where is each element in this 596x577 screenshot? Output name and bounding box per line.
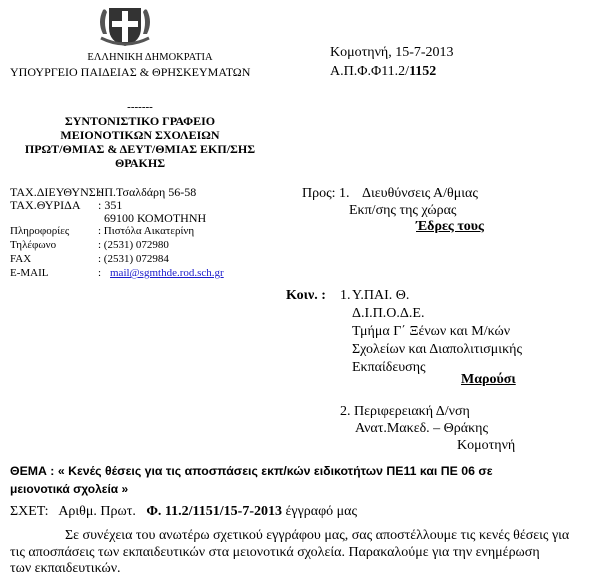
subject-line-1: ΘΕΜΑ : « Κενές θέσεις για τις αποσπάσεις εκπ/κών ειδικοτήτων ΠΕ11 και ΠΕ 06 σε: [10, 464, 493, 478]
protocol-id: 1152: [409, 64, 437, 79]
contact-email-label: E-MAIL: [10, 267, 49, 279]
cc1-line-6: Μαρούσι: [461, 372, 516, 387]
greek-coat-of-arms-icon: [95, 4, 155, 48]
contact-pobox-value: : 351: [98, 198, 123, 212]
cc1-number: 1.: [340, 288, 351, 303]
contact-fax-label: FAX: [10, 253, 32, 265]
reference-suffix: έγγραφό μας: [285, 504, 358, 519]
place-date: Κομοτηνή, 15-7-2013: [330, 45, 454, 60]
body-line-2: τις αποσπάσεις των εκπαιδευτικών στα μειονοτικά σχολεία. Παρακαλούμε για την ενημέρωση: [10, 545, 540, 560]
to-label: Προς: 1.: [302, 186, 350, 201]
email-link[interactable]: mail@sgmthde.rod.sch.gr: [110, 267, 224, 279]
office-dashes: -------: [127, 101, 153, 113]
office-line-3: ΠΡΩΤ/ΘΜΙΑΣ & ΔΕΥΤ/ΘΜΙΑΣ ΕΚΠ/ΣΗΣ: [24, 142, 256, 156]
republic-label: ΕΛΛΗΝΙΚΗ ΔΗΜΟΚΡΑΤΙΑ: [87, 52, 213, 63]
office-line-4: ΘΡΑΚΗΣ: [114, 156, 166, 170]
cc1-line-2: Δ.Ι.Π.Ο.Δ.Ε.: [352, 306, 425, 321]
contact-phone-label: Τηλέφωνο: [10, 239, 57, 251]
body-line-3: των εκπαιδευτικών.: [10, 561, 121, 576]
protocol-number: [330, 64, 436, 80]
cc1-line-3: Τμήμα Γ΄ Ξένων και Μ/κών: [352, 324, 511, 339]
contact-city-value: 69100 ΚΟΜΟΤΗΝΗ: [104, 211, 207, 225]
cc-label: Κοιν. :: [286, 288, 326, 303]
contact-phone-value: : (2531) 072980: [98, 239, 169, 251]
contact-info-label: Πληροφορίες: [10, 225, 70, 237]
cc1-line-4: Σχολείων και Διαπολιτισμικής: [352, 342, 522, 357]
contact-address-label: ΤΑΧ.ΔΙΕΥΘΥΝΣΗ: [10, 185, 105, 199]
cc1-line-5: Εκπαίδευσης: [352, 360, 426, 375]
body-line-1: Σε συνέχεια του ανωτέρω σχετικού εγγράφου μας, σας αποστέλλουμε τις κενές θέσεις για: [65, 528, 570, 543]
to-line-3: Έδρες τους: [416, 219, 484, 234]
office-line-1: ΣΥΝΤΟΝΙΣΤΙΚΟ ΓΡΑΦΕΙΟ: [64, 114, 216, 128]
subject-line-2: μειονοτικά σχολεία »: [10, 482, 129, 496]
cc1-line-1: Υ.ΠΑΙ. Θ.: [352, 288, 410, 303]
contact-email-colon: :: [98, 267, 102, 279]
reference-label: ΣΧΕΤ:: [10, 504, 49, 519]
contact-pobox-label: ΤΑΧ.ΘΥΡΙΔΑ: [10, 198, 81, 212]
reference-line: [10, 504, 357, 520]
to-line-1: Διευθύνσεις Α/θμιας: [362, 186, 478, 201]
contact-fax-value: : (2531) 072984: [98, 253, 169, 265]
office-line-2: ΜΕΙΟΝΟΤΙΚΩΝ ΣΧΟΛΕΙΩΝ: [60, 128, 220, 142]
cc2-line-2: Ανατ.Μακεδ. – Θράκης: [355, 421, 489, 436]
cc2-line-3: Κομοτηνή: [457, 438, 516, 453]
protocol-prefix: Α.Π.Φ.Φ11.2/: [330, 64, 410, 79]
cc2-line-1: 2. Περιφερειακή Δ/νση: [340, 404, 470, 419]
contact-info-value: : Πιστόλα Αικατερίνη: [98, 225, 195, 237]
to-line-2: Εκπ/σης της χώρας: [349, 203, 457, 218]
reference-number: Φ. 11.2/1151/15-7-2013: [146, 504, 282, 519]
ministry-label: ΥΠΟΥΡΓΕΙΟ ΠΑΙΔΕΙΑΣ & ΘΡΗΣΚΕΥΜΑΤΩΝ: [10, 65, 251, 79]
contact-address-value: : Π.Τσαλδάρη 56-58: [98, 185, 197, 199]
reference-prefix: Αριθμ. Πρωτ.: [58, 504, 136, 519]
